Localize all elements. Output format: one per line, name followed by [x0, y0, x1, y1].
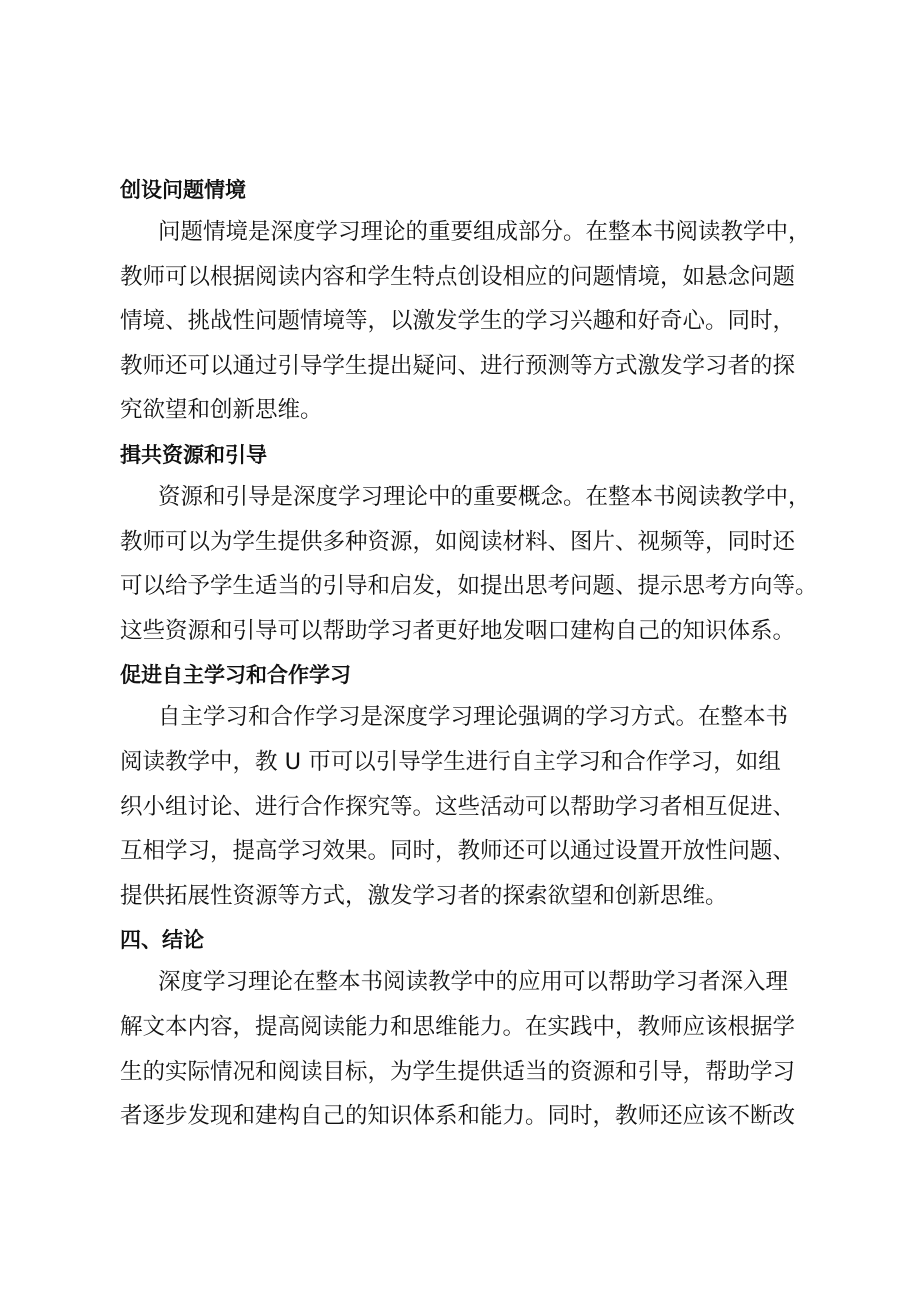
section-problem-situation [120, 170, 830, 433]
paragraph-line: 自主学习和合作学习是深度学习理论强调的学习方式。在整本书 [158, 704, 789, 731]
paragraph-line: 提供拓展性资源等方式，激发学习者的探索欲望和创新思维。 [120, 882, 728, 909]
paragraph-line: 资源和引导是深度学习理论中的重要概念。在整本书阅读教学中， [158, 483, 811, 510]
section-heading: 创设问题情境 [120, 178, 246, 202]
paragraph-line: 深度学习理论在整本书阅读教学中的应用可以帮助学习者深入理 [158, 969, 789, 996]
section-conclusion [120, 920, 830, 1138]
paragraph-line: 生的实际情况和阅读目标，为学生提供适当的资源和引导，帮助学习 [120, 1058, 796, 1085]
paragraph-line: 教师还可以通过引导学生提出疑问、进行预测等方式激发学习者的探 [120, 352, 796, 379]
paragraph-line: 阅读教学中，教 U 帀可以引导学生进行自主学习和合作学习，如组 [120, 748, 781, 775]
paragraph-line: 问题情境是深度学习理论的重要组成部分。在整本书阅读教学中， [158, 219, 811, 245]
section-heading: 四、结论 [120, 928, 204, 953]
paragraph-line: 究欲望和创新思维。 [120, 397, 323, 424]
section-heading: 揖共资源和引导 [120, 442, 267, 467]
paragraph-line: 教师可以根据阅读内容和学生特点创设相应的问题情境，如悬念问题 [120, 263, 796, 290]
section-autonomous-cooperative-learning [120, 655, 830, 918]
paragraph-line: 互相学习，提高学习效果。同时，教师还可以通过设置开放性问题、 [120, 838, 796, 865]
paragraph-line: 者逐步发现和建构自己的知识体系和能力。同时，教师还应该不断改 [120, 1103, 796, 1130]
paragraph-line: 织小组讨论、进行合作探究等。这些活动可以帮助学习者相互促进、 [120, 793, 796, 820]
section-resources-guidance [120, 435, 830, 653]
paragraph-line: 教师可以为学生提供多种资源，如阅读材料、图片、视频等，同时还 [120, 528, 796, 555]
paragraph-line: 解文本内容，提高阅读能力和思维能力。在实践中，教师应该根据学 [120, 1013, 796, 1040]
section-heading: 促进自主学习和合作学习 [120, 663, 351, 688]
document-body [120, 170, 830, 1139]
paragraph-line: 可以给予学生适当的引导和启发，如提出思考问题、提示思考方向等。 [120, 573, 818, 600]
paragraph-line: 情境、挑战性问题情境等，以激发学生的学习兴趣和好奇心。同时， [120, 308, 796, 335]
paragraph-line: 这些资源和引导可以帮助学习者更好地发咽口建构自己的知识体系。 [120, 617, 796, 644]
